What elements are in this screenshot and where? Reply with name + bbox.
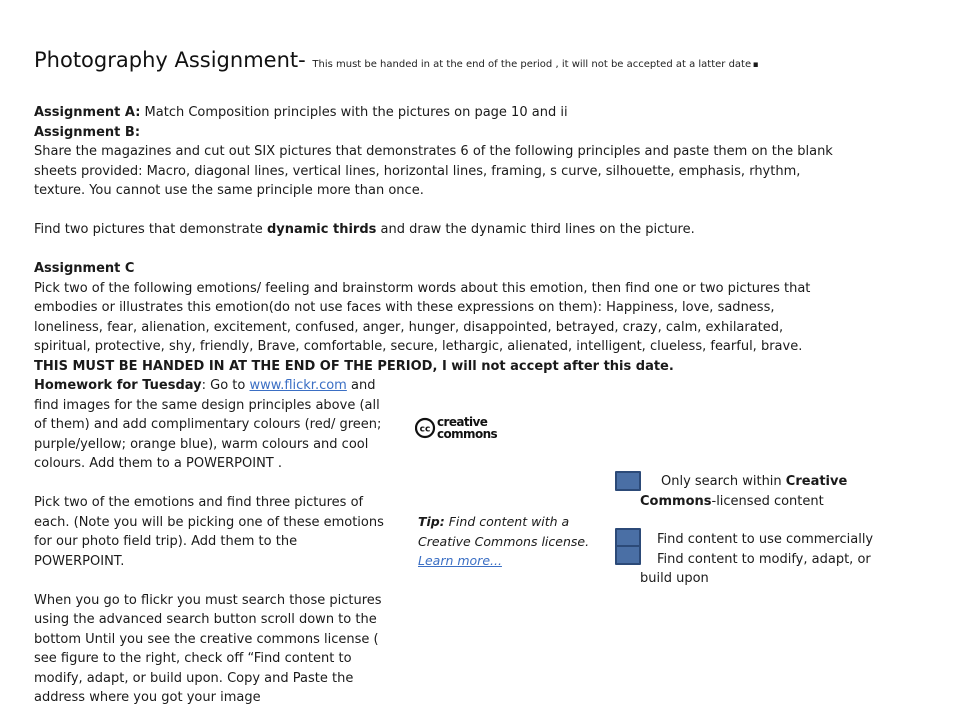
homework-section bbox=[34, 376, 384, 708]
assignment-a-text: Match Composition principles with the pictures on page 10 and ii bbox=[140, 105, 568, 120]
tip-label: Tip: bbox=[418, 514, 445, 529]
homework-label: Homework for Tuesday bbox=[34, 378, 202, 393]
cc-only-option: Only search within Creative Commons-licensed content bbox=[640, 474, 848, 509]
tip-text: Find content with a Creative Commons license. bbox=[418, 514, 590, 549]
assignment-a bbox=[34, 103, 834, 123]
assignments-section bbox=[34, 103, 834, 376]
cc-logo-word-top: creative bbox=[437, 415, 488, 429]
cc-tip bbox=[418, 512, 608, 571]
assignment-c-warning: THIS MUST BE HANDED IN AT THE END OF THE PERIOD, I will not accept after this date. bbox=[34, 358, 674, 374]
dynamic-thirds-paragraph: Find two pictures that demonstrate dynamic thirds and draw the dynamic third lines on the picture. bbox=[34, 222, 695, 237]
assignment-b-text: Share the magazines and cut out SIX pictures that demonstrates 6 of the following principles and paste them on the blank sheets provided: Macro, diagonal lines, vertical lines, horizontal lines, framing, s curve, silhouette, emphasis, rhythm, texture. You cannot use the same principle more than once. bbox=[34, 144, 833, 198]
flickr-link[interactable]: www.flickr.com bbox=[249, 378, 347, 393]
cc-options-list bbox=[640, 530, 890, 589]
title-main: Photography Assignment- bbox=[34, 48, 313, 72]
homework-paragraph-1: Homework for Tuesday: Go to www.flickr.com and find images for the same design principles above (all of them) and add complimentary colours (red/ green; purple/yellow; orange blue), warm colours and cool colours. Add them to a POWERPOINT . bbox=[34, 378, 382, 471]
title-end: . bbox=[751, 45, 761, 73]
learn-more-link[interactable]: Learn more... bbox=[418, 553, 502, 568]
homework-paragraph-3: When you go to flickr you must search those pictures using the advanced search button scroll down to the bottom Until you see the creative commons license ( see figure to the right, check off “Find content to modify, adapt, or build upon. Copy and Paste the address where you got your image bbox=[34, 592, 382, 705]
assignment-c-text: Pick two of the following emotions/ feeling and brainstorm words about this emotion, then find one or two pictures that embodies or illustrates this emotion(do not use faces with these expressions on them): Happiness, love, sadness, loneliness, fear, alienation, excitement, confused, anger, hunger, disappointed, betrayed, crazy, calm, exhilarated, spiritual, protective, shy, friendly, Brave, comfortable, secure, lethargic, alienated, intelligent, clueless, fearful, brave. bbox=[34, 280, 811, 354]
page-title bbox=[34, 44, 934, 80]
cc-badge-icon: cc bbox=[419, 424, 431, 435]
homework-paragraph-2: Pick two of the emotions and find three pictures of each. (Note you will be picking one of these emotions for our photo field trip). Add them to the POWERPOINT. bbox=[34, 495, 384, 569]
cc-only-checkbox[interactable] bbox=[615, 471, 641, 491]
assignment-b-label: Assignment B: bbox=[34, 124, 141, 140]
title-note: This must be handed in at the end of the period , it will not be accepted at a latter date bbox=[312, 59, 752, 70]
assignment-c-label: Assignment C bbox=[34, 261, 135, 276]
modify-option: Find content to modify, adapt, or build upon bbox=[640, 551, 871, 586]
assignment-a-label: Assignment A: bbox=[34, 105, 141, 120]
dynamic-thirds-bold: dynamic thirds bbox=[266, 222, 377, 237]
modify-checkbox[interactable] bbox=[615, 545, 641, 565]
cc-only-bold: Creative Commons bbox=[640, 474, 848, 509]
creative-commons-logo bbox=[415, 413, 515, 443]
cc-logo-word-bottom: commons bbox=[437, 427, 498, 441]
commercial-option: Find content to use commercially bbox=[657, 532, 874, 547]
